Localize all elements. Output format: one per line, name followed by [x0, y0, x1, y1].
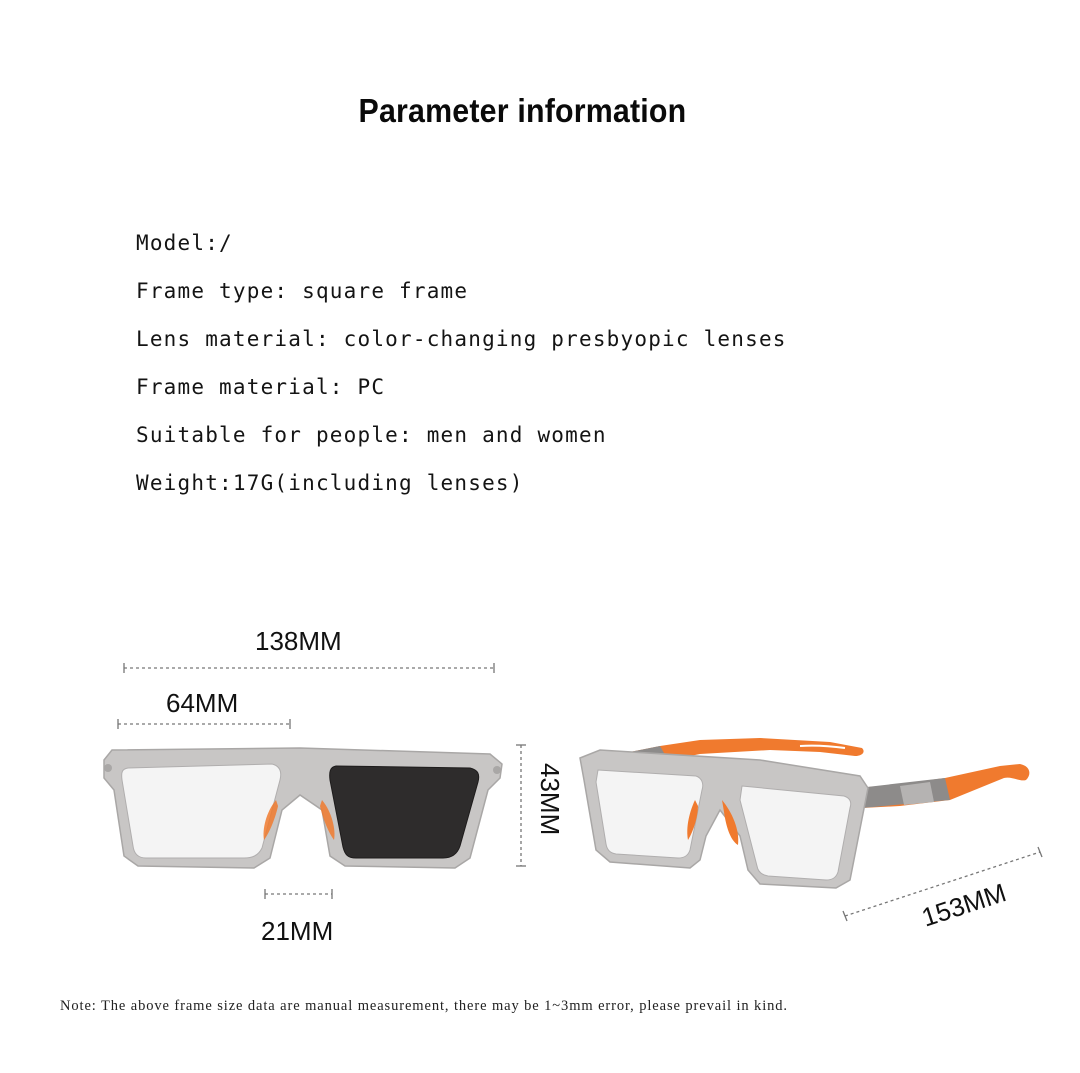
spec-weight: Weight:17G(including lenses)	[136, 471, 524, 495]
page-title: Parameter information	[358, 92, 687, 129]
lens-width-label: 64MM	[166, 688, 239, 718]
lens-height-label: 43MM	[535, 763, 565, 836]
spec-model: Model:/	[136, 231, 233, 255]
spec-frame-type: Frame type: square frame	[136, 279, 469, 303]
total-width-label: 138MM	[255, 626, 342, 656]
temple-length-label: 153MM	[918, 877, 1010, 933]
front-view-glasses	[104, 748, 502, 868]
spec-frame-material: Frame material: PC	[136, 375, 386, 399]
spec-lens-material: Lens material: color-changing presbyopic lenses	[136, 327, 787, 351]
angled-view-glasses	[580, 738, 1029, 888]
bridge-label: 21MM	[261, 916, 334, 946]
measurement-note: Note: The above frame size data are manual measurement, there may be 1~3mm error, please prevail in kind.	[60, 998, 788, 1014]
spec-suitable-for: Suitable for people: men and women	[136, 423, 607, 447]
